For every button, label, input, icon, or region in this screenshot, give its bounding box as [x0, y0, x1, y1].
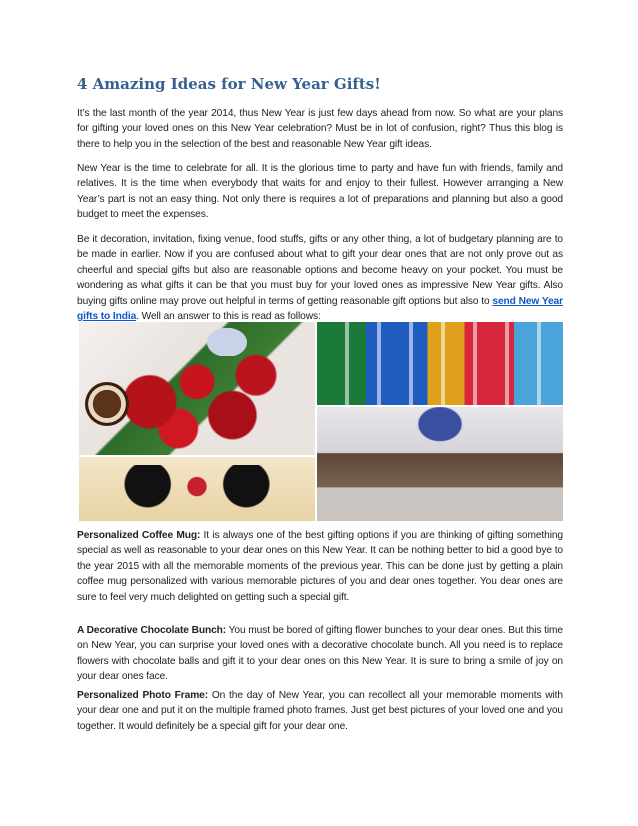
photo-frame-paragraph [77, 688, 563, 734]
gift-collage-image [79, 322, 563, 521]
page-title: 4 Amazing Ideas for New Year Gifts! [77, 75, 381, 93]
mickey-minnie-cushion-image [79, 457, 315, 521]
planning-paragraph [77, 232, 563, 324]
chocolate-bunch-heading: A Decorative Chocolate Bunch: [77, 625, 227, 636]
coffee-mug-paragraph [77, 528, 563, 605]
photo-frame-text: On the day of New Year, you can recollect all your memorable moments with your dear one and put it on the multiple framed photo frames. Just get best pictures of your loved one and you together. It would definitely be a special gift for your dear one. [77, 690, 563, 732]
chocolate-bunch-text: You must be bored of gifting flower bunches to your dear ones. But this time on New Year, you can surprise your loved ones with a decorative chocolate bunch. All you need is to replace flowers with chocolate balls and gift it to your dear ones on this New Year. It is sure to bring a smile of joy on your dear ones face. [77, 625, 563, 683]
gift-boxes-image [317, 322, 563, 405]
teddy-bear-image [199, 322, 255, 356]
coffee-mug-heading: Personalized Coffee Mug: [77, 530, 201, 541]
cake-image [85, 382, 129, 426]
celebration-paragraph: New Year is the time to celebrate for all. It is the glorious time to party and have fun with friends, family and relatives. It is the time when everybody that waits for and enjoy to their fullest. However arranging a New Year’s part is not an easy thing. Not only there is requires a lot of preparations and planning but also a good budget to meet the expenses. [77, 163, 563, 221]
send-gifts-link[interactable]: send New Year gifts to India [77, 295, 563, 323]
cushion-print [109, 465, 285, 513]
coffee-mug-text: It is always one of the best gifting options if you are thinking of gifting something special as well as reasonable to your dear ones on this New Year. It can be nothing better to bid a good bye to the year 2015 with all the memorable moments of the previous year. This can be done just by getting a plain coffee mug personalized with various memorable pictures of you and dear ones together. You dear ones are sure to feel very much delighted on getting such a special gift. [77, 530, 563, 603]
intro-paragraph: It’s the last month of the year 2014, thus New Year is just few days ahead from now. So what are your plans for gifting your loved ones on this New Year celebration? Must be in lot of confusion, right? Thus this blog is there to help you in the selection of the best and reasonable New Year gift ideas. [77, 108, 563, 150]
photo-frame-heading: Personalized Photo Frame: [77, 690, 209, 701]
gift-hamper-image [317, 407, 563, 521]
planning-text: Be it decoration, invitation, fixing venue, food stuffs, gifts or any other thing, a lot of budgetary planning are to be made in earlier. Now if you are confused about what to gift your dear ones that are not only prove out as cheerful and special gifts but also are reasonable options and become heavy on your pocket. You must be wondering as what gifts it can be that you must buy for your loved ones as impressive New Year gifts. Also buying gifts online may prove out helpful in terms of getting reasonable gift options but also to [77, 234, 563, 307]
planning-text-end: . Well an answer to this is read as follows: [136, 311, 321, 323]
chocolate-bunch-paragraph [77, 623, 563, 685]
